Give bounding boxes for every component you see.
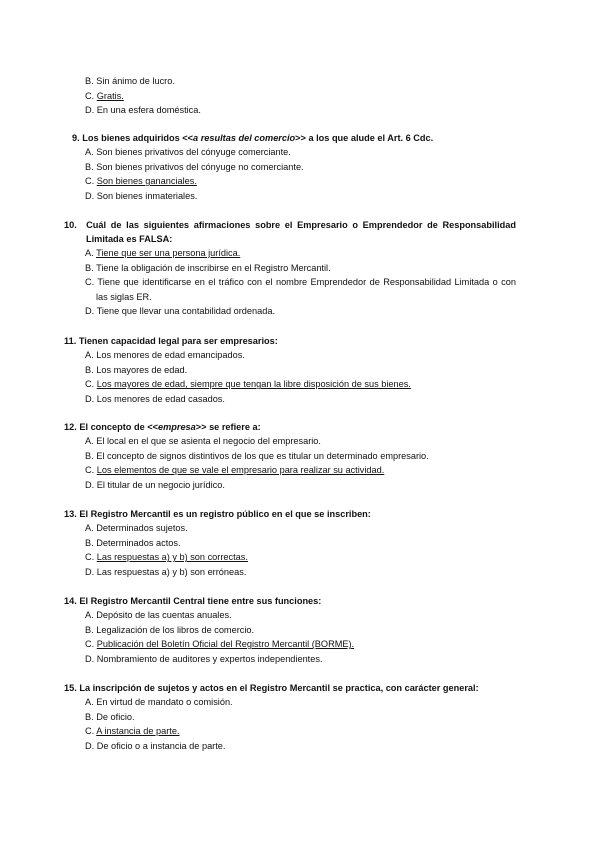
question-15 bbox=[64, 681, 516, 753]
option-a: A. Determinados sujetos. bbox=[85, 523, 188, 533]
question-13 bbox=[64, 507, 516, 579]
options-list bbox=[85, 521, 516, 579]
option-d: D. Los menores de edad casados. bbox=[85, 393, 225, 404]
continued-options bbox=[85, 74, 515, 118]
option-a-correct: A. Tiene que ser una persona jurídica. bbox=[85, 248, 241, 258]
option-c-correct: C. Gratis. bbox=[85, 90, 124, 101]
option-d: D. El titular de un negocio jurídico. bbox=[85, 479, 225, 490]
option-c-correct: C. Los elementos de que se vale el empresario para realizar su actividad. bbox=[85, 465, 385, 476]
option-a: A. El local en el que se asienta el negocio del empresario. bbox=[85, 436, 321, 446]
option-c-correct: C. Publicación del Boletín Oficial del Registro Mercantil (BORME). bbox=[85, 639, 355, 650]
option-d: D. Tiene que llevar una contabilidad ordenada. bbox=[85, 306, 276, 317]
option-b: B. Tiene la obligación de inscribirse en el Registro Mercantil. bbox=[85, 262, 331, 273]
question-14 bbox=[64, 594, 516, 666]
question-9 bbox=[64, 131, 516, 203]
question-10 bbox=[64, 218, 516, 319]
option-d: D. En una esfera doméstica. bbox=[85, 105, 201, 116]
option-c: C. Tiene que identificarse en el tráfico con el nombre Emprendedor de Responsabilidad Limitada o con las siglas ER. bbox=[85, 277, 516, 302]
option-a: A. En virtud de mandato o comisión. bbox=[85, 697, 233, 707]
question-stem: 9. Los bienes adquiridos <<a resultas del comercio>> a los que alude el Art. 6 Cdc. bbox=[72, 133, 434, 143]
option-b: B. Son bienes privativos del cónyuge no comerciante. bbox=[85, 161, 304, 172]
option-b: B. Los mayores de edad. bbox=[85, 364, 188, 375]
option-a: A. Depósito de las cuentas anuales. bbox=[85, 610, 232, 620]
question-12 bbox=[64, 420, 516, 492]
option-d: D. Las respuestas a) y b) son erróneas. bbox=[85, 566, 247, 577]
option-b: B. Legalización de los libros de comercio. bbox=[85, 624, 255, 635]
option-d: D. De oficio o a instancia de parte. bbox=[85, 740, 226, 751]
options-list bbox=[85, 608, 516, 666]
question-stem: 12. El concepto de <<empresa>> se refiere a: bbox=[64, 422, 261, 432]
option-d: D. Nombramiento de auditores y expertos independientes. bbox=[85, 653, 323, 664]
question-stem: 15. La inscripción de sujetos y actos en el Registro Mercantil se practica, con carácter general: bbox=[64, 683, 479, 693]
question-stem: 10. Cuál de las siguientes afirmaciones sobre el Empresario o Emprendedor de Responsabilidad Limitada es FALSA: bbox=[64, 220, 516, 244]
options-list bbox=[85, 348, 516, 406]
option-c-correct: C. Son bienes gananciales. bbox=[85, 176, 197, 187]
options-list bbox=[85, 695, 516, 753]
option-c-correct: C. Las respuestas a) y b) son correctas. bbox=[85, 552, 248, 563]
option-a: A. Los menores de edad emancipados. bbox=[85, 350, 245, 360]
options-list bbox=[85, 434, 516, 492]
option-d: D. Son bienes inmateriales. bbox=[85, 190, 198, 201]
question-11 bbox=[64, 334, 516, 406]
option-b: B. De oficio. bbox=[85, 711, 135, 722]
option-c-correct: C. A instancia de parte. bbox=[85, 726, 180, 737]
question-stem: 11. Tienen capacidad legal para ser empresarios: bbox=[64, 336, 278, 346]
option-b: B. El concepto de signos distintivos de los que es titular un determinado empresario. bbox=[85, 450, 429, 461]
options-list bbox=[85, 246, 516, 319]
option-a: A. Son bienes privativos del cónyuge comerciante. bbox=[85, 147, 291, 157]
option-b: B. Sin ánimo de lucro. bbox=[85, 76, 175, 86]
question-stem: 13. El Registro Mercantil es un registro público en el que se inscriben: bbox=[64, 509, 371, 519]
options-list bbox=[85, 145, 516, 203]
question-stem: 14. El Registro Mercantil Central tiene entre sus funciones: bbox=[64, 596, 322, 606]
option-c-correct: C. Los mayores de edad, siempre que tengan la libre disposición de sus bienes. bbox=[85, 379, 411, 390]
option-b: B. Determinados actos. bbox=[85, 537, 181, 548]
